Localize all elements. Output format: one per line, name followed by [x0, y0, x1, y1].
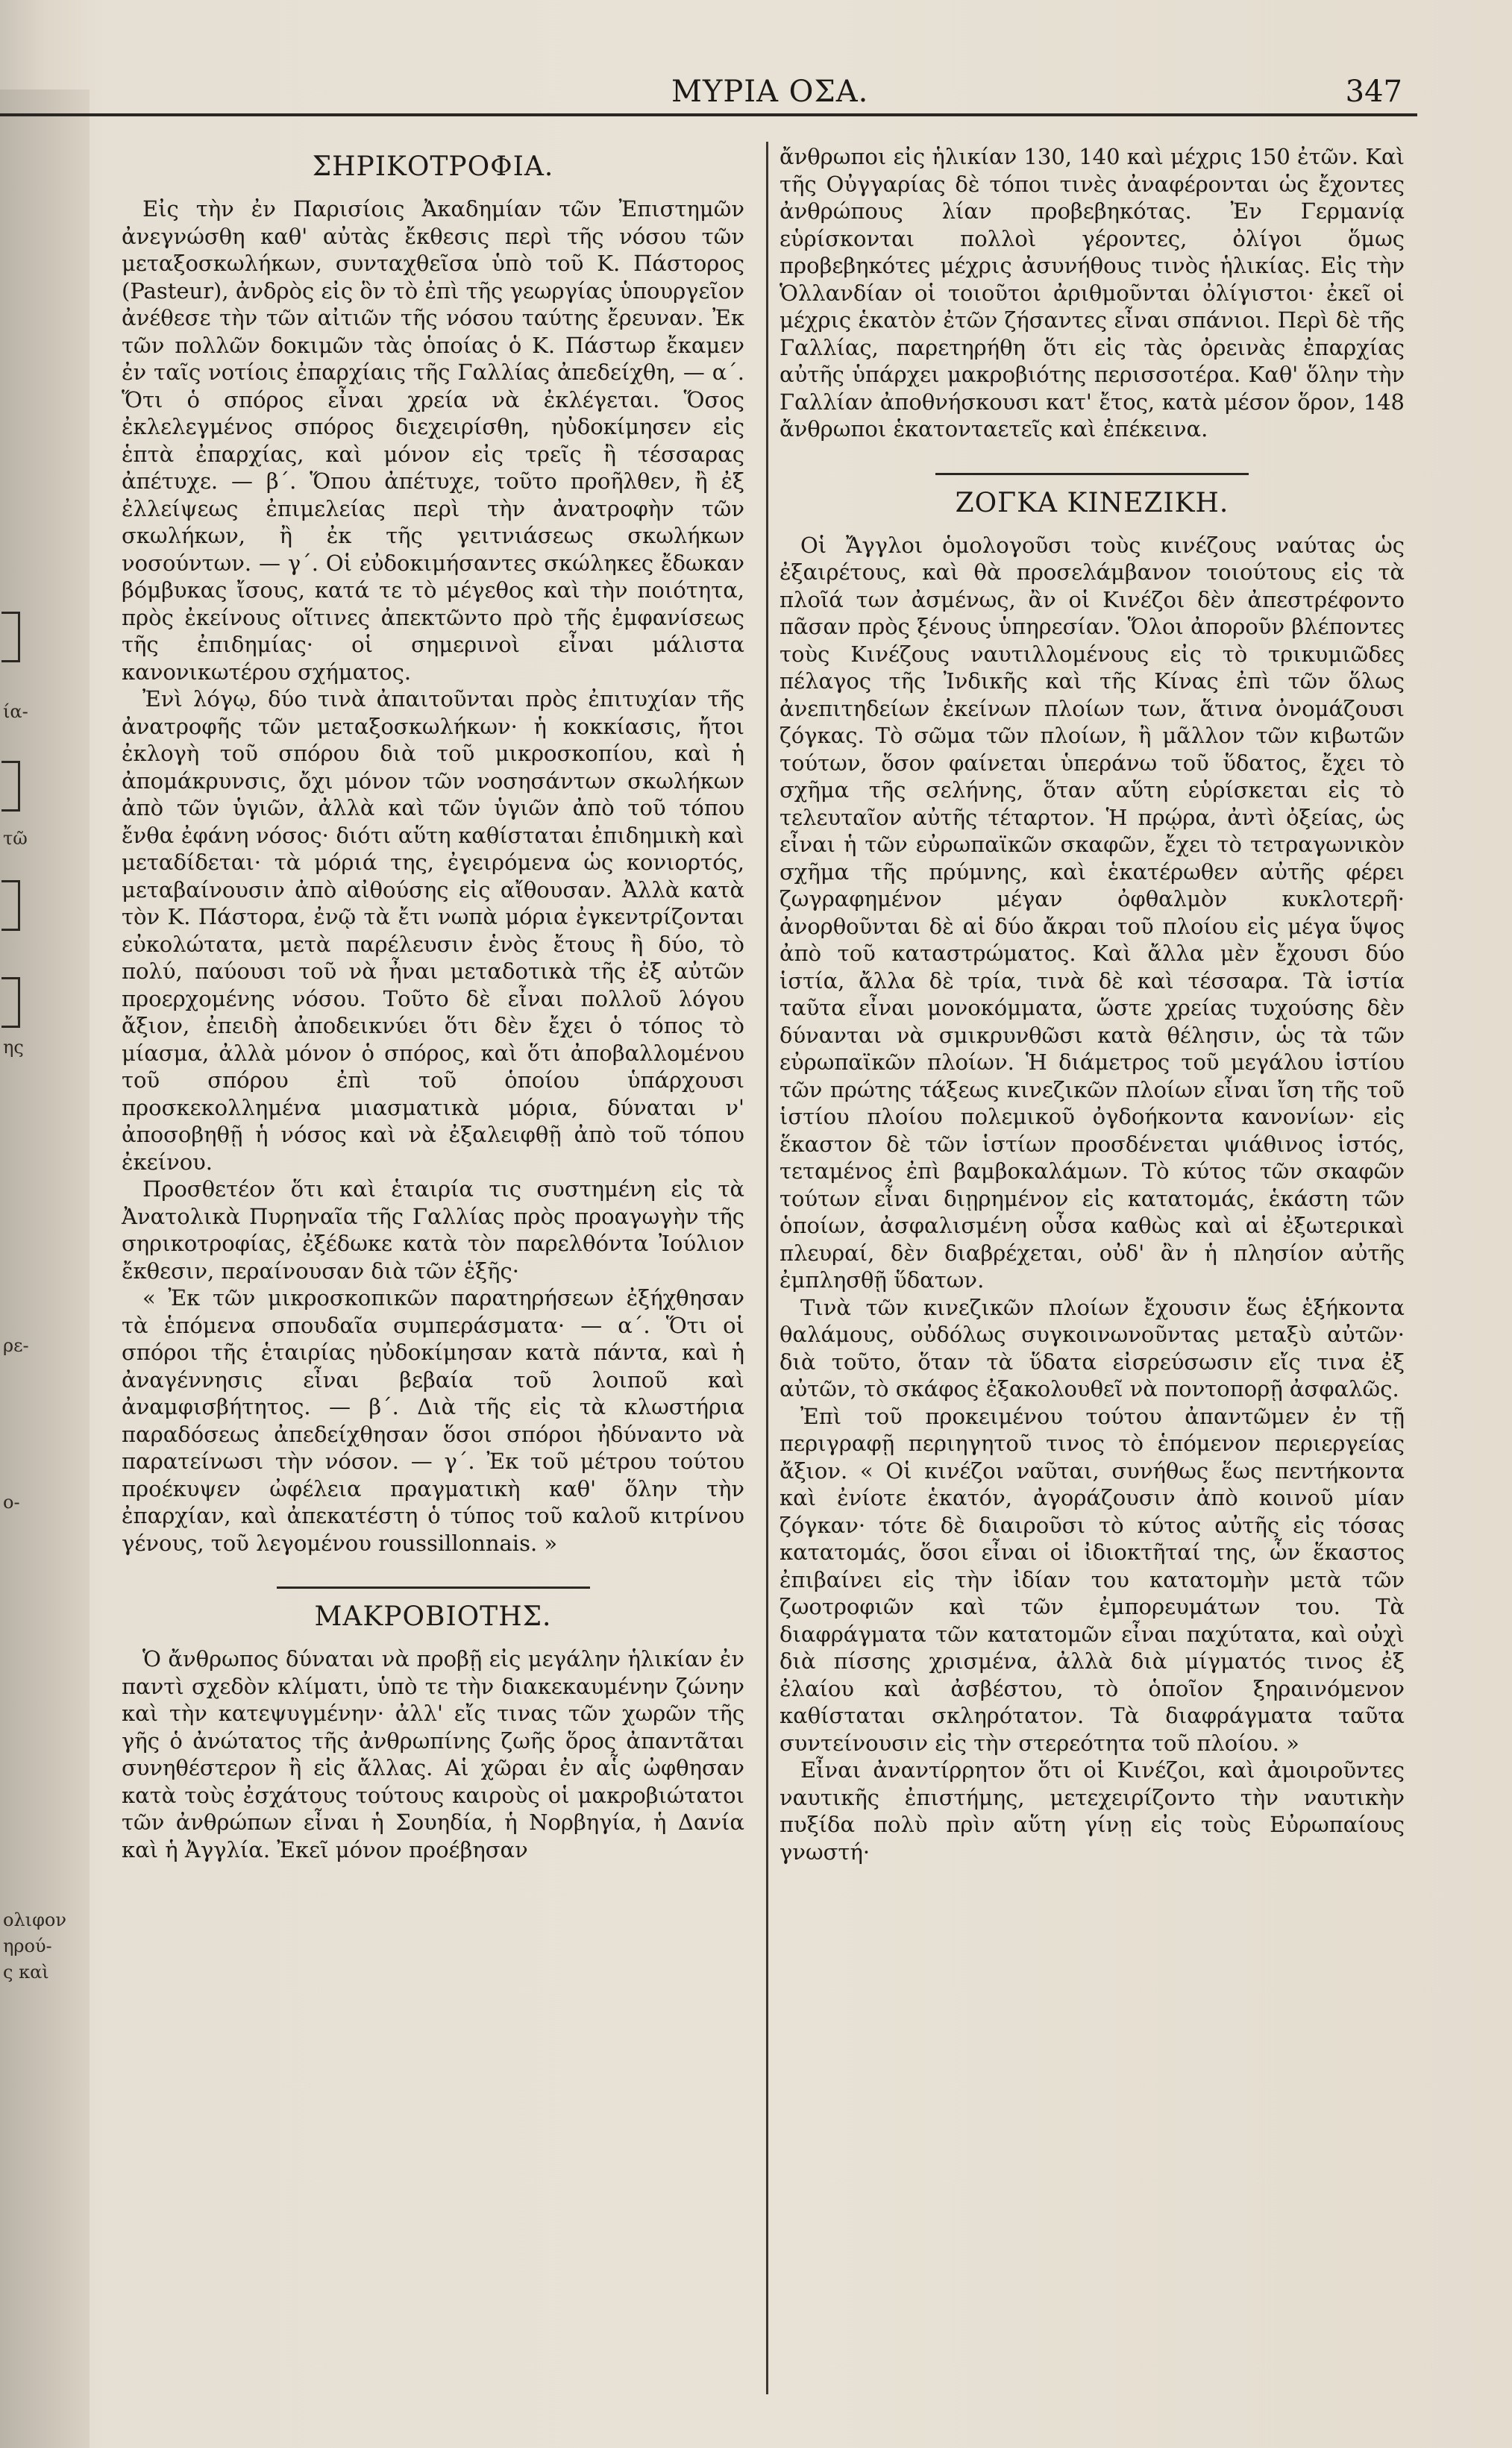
article-paragraph: Ὁ ἄνθρωπος δύναται νὰ προβῇ εἰς μεγάλην ἡλικίαν ἐν παντὶ σχεδὸν κλίματι, ὑπὸ τε τὴν διακεκαυμένην ζώνην καὶ τὴν κατεψυγμένην· ἀλλ' εἴς τινας τῶν χωρῶν τῆς γῆς ὁ ἀνώτατος τῆς ἀνθρωπίνης ζωῆς ὅρος ἀπαντᾶται συνηθέστερον ἢ εἰς ἄλλας. Αἱ χῶραι ἐν αἷς ὠφθησαν κατὰ τοὺς ἐσχάτους τούτους καιροὺς οἱ μακροβιώτατοι τῶν ἀνθρώπων εἶναι ἡ Σουηδία, ἡ Νορβηγία, ἡ Δανία καὶ ἡ Ἀγγλία. Ἐκεῖ μόνον προέβησαν — [122, 1646, 744, 1862]
header-rule — [0, 113, 1417, 116]
column-divider — [766, 142, 768, 2394]
article-paragraph: Προσθετέον ὅτι καὶ ἑταιρία τις συστημένη εἰς τὰ Ἀνατολικὰ Πυρηναῖα τῆς Γαλλίας πρὸς προαγωγὴν τῆς σηρικοτροφίας, ἐξέδωκε κατὰ τὸν παρελθόντα Ἰούλιον ἔκθεσιν, περαίνουσαν διὰ τῶν ἑξῆς· — [122, 1176, 744, 1284]
section-title: ΖΟΓΚΑ ΚΙΝΕΖΙΚΗ. — [955, 487, 1229, 518]
gutter-fragment: ο- — [3, 1492, 20, 1513]
bracket-mark — [1, 612, 20, 662]
article-paragraph: ἄνθρωποι εἰς ἡλικίαν 130, 140 καὶ μέχρις 150 ἐτῶν. Καὶ τῆς Οὐγγαρίας δὲ τόποι τινὲς ἀναφέρονται ὡς ἔχοντες ἀνθρώπους λίαν προβεβηκότας. Ἐν Γερμανίᾳ εὑρίσκονται πολλοὶ γέροντες, ὀλίγοι ὅμως προβεβηκότες μέχρις ἀσυνήθους τινὸς ἡλικίας. Εἰς τὴν Ὁλλανδίαν οἱ τοιοῦτοι ἀριθμοῦνται ὀλίγιστοι· ἐκεῖ οἱ μέχρις ἑκατὸν ἐτῶν ζήσαντες εἶναι σπάνιοι. Περὶ δὲ τῆς Γαλλίας, παρετηρήθη ὅτι εἰς τὰς ὀρεινὰς ἐπαρχίας αὐτῆς ὑπάρχει μακροβιότης περισσοτέρα. Καθ' ὅλην τὴν Γαλλίαν ἀποθνήσκουσι κατ' ἔτος, κατὰ μέσον ὅρον, 148 ἄνθρωποι ἑκατονταετεῖς καὶ ἐπέκεινα. — [779, 144, 1405, 442]
section-title: ΜΑΚΡΟΒΙΟΤΗΣ. — [314, 1601, 552, 1632]
article-paragraph: Ἐπὶ τοῦ προκειμένου τούτου ἀπαντῶμεν ἐν τῇ περιγραφῇ περιηγητοῦ τινος τὸ ἑπόμενον περιεργείας ἄξιον. « Οἱ κινέζοι ναῦται, συνήθως ἕως πεντήκοντα καὶ ἐνίοτε ἑκατόν, ἀγοράζουσιν ἀπὸ κοινοῦ μίαν ζόγκαν· τότε δὲ διαιροῦσι τὸ κύτος αὐτῆς εἰς τόσας κατατομάς, ὅσοι εἶναι οἱ ἰδιοκτῆταί της, ὧν ἕκαστος ἐπιβαίνει εἰς τὴν ἰδίαν του κατατομὴν μετὰ τῶν ζωοτροφιῶν καὶ τῶν ἐμπορευμάτων του. Τὰ διαφράγματα τῶν κατατομῶν εἶναι παχύτατα, καὶ οὐχὶ διὰ πίσσης χρισμένα, ἀλλὰ διὰ μίγματός τινος ἐξ ἐλαίου καὶ ἀσβέστου, τὸ ὁποῖον ξηραινόμενον καθίσταται σκληρότατον. Τὰ διαφράγματα ταῦτα συντείνουσιν εἰς τὴν στερεότητα τοῦ πλοίου. » — [779, 1403, 1405, 1756]
section-title: ΣΗΡΙΚΟΤΡΟΦΙΑ. — [312, 151, 554, 182]
article-paragraph: Τινὰ τῶν κινεζικῶν πλοίων ἔχουσιν ἕως ἑξήκοντα θαλάμους, οὐδόλως συγκοινωνοῦντας μεταξὺ αὐτῶν· διὰ τοῦτο, ὅταν τὰ ὕδατα εἰσρεύσωσιν εἴς τινα ἐξ αὐτῶν, τὸ σκάφος ἐξακολουθεῖ νὰ ποντοπορῇ ἀσφαλῶς. — [779, 1294, 1405, 1402]
article-paragraph: « Ἐκ τῶν μικροσκοπικῶν παρατηρήσεων ἐξήχθησαν τὰ ἑπόμενα σπουδαῖα συμπεράσματα· — α΄. Ὅτι οἱ σπόροι τῆς ἑταιρίας ηὐδοκίμησαν κατὰ πάντα, καὶ ἡ ἀναγέννησις εἶναι βεβαία τοῦ λοιποῦ καὶ ἀναμφισβήτητος. — β΄. Διὰ τῆς εἰς τὰ κλωστήρια παραδόσεως ἀπεδείχθησαν ὅσοι σπόροι ἠδύναντο νὰ παρατείνωσι τὴν νόσον. — γ΄. Ἐκ τοῦ μέτρου τούτου προέκυψεν ὠφέλεια πραγματικὴ καθ' ὅλην τὴν ἐπαρχίαν, καὶ ἀπεκατέστη ὁ τύπος τοῦ καλοῦ κιτρίνου γένους, τοῦ λεγομένου roussillonnais. » — [122, 1285, 744, 1556]
bracket-mark — [1, 880, 20, 931]
article-paragraph: Εἶναι ἀναντίρρητον ὅτι οἱ Κινέζοι, καὶ ἀμοιροῦντες ναυτικῆς ἐπιστήμης, μετεχειρίζοντο τὴν ναυτικὴν πυξίδα πολὺ πρὶν αὕτη γίνῃ εἰς τοὺς Εὐρωπαίους γνωστή· — [779, 1757, 1405, 1865]
right-column — [779, 143, 1405, 1865]
page-number: 347 — [1345, 75, 1402, 109]
gutter-fragment: ολιφον — [3, 1909, 66, 1930]
adjacent-page-edge — [0, 90, 90, 2448]
gutter-fragment: τῶ — [3, 828, 28, 849]
running-title: ΜΥΡΙΑ ΟΣΑ. — [671, 75, 869, 109]
gutter-fragment: ηρού- — [3, 1936, 52, 1956]
gutter-fragment: ς καὶ — [3, 1962, 49, 1983]
bracket-mark — [1, 977, 20, 1028]
left-column — [122, 149, 744, 1863]
gutter-fragment: ία- — [3, 701, 28, 722]
page-header — [112, 75, 1402, 119]
gutter-fragment: ης — [3, 1037, 24, 1058]
article-paragraph: Οἱ Ἄγγλοι ὁμολογοῦσι τοὺς κινέζους ναύτας ὡς ἐξαιρέτους, καὶ θὰ προσελάμβανον τοιούτους εἰς τὰ πλοῖά των ἀσμένως, ἂν οἱ Κινέζοι δὲν ἀπεστρέφοντο πᾶσαν πρὸς ξένους ὑπηρεσίαν. Ὅλοι ἀποροῦν βλέποντες τοὺς Κινέζους ναυτιλλομένους εἰς τὸ τρικυμιῶδες πέλαγος τῆς Ἰνδικῆς καὶ τῆς Κίνας ἐπὶ τῶν ὅλως ἀνεπιτηδείων ἐκείνων πλοίων των, ἅτινα ὀνομάζουσι ζόγκας. Τὸ σῶμα τῶν πλοίων, ἢ μᾶλλον τῶν κιβωτῶν τούτων, ὅσον φαίνεται ὑπεράνω τοῦ ὕδατος, ἔχει τὸ σχῆμα τῆς σελήνης, ὅταν αὕτη εὑρίσκεται εἰς τὸ τελευταῖον αὐτῆς τέταρτον. Ἡ πρῴρα, ἀντὶ ὀξείας, ὡς εἶναι ἡ τῶν εὐρωπαϊκῶν σκαφῶν, ἔχει τὸ τετραγωνικὸν σχῆμα τῆς πρύμνης, καὶ ἑκατέρωθεν αὐτῆς φέρει ζωγραφημένον μέγαν ὀφθαλμὸν κυκλοτερῆ· ἀνορθοῦνται δὲ αἱ δύο ἄκραι τοῦ πλοίου εἰς μέγα ὕψος ἀπὸ τοῦ καταστρώματος. Καὶ ἄλλα μὲν ἔχουσι δύο ἱστία, ἄλλα δὲ τρία, τινὰ δὲ καὶ τέσσαρα. Τὰ ἱστία ταῦτα εἶναι μονοκόμματα, ὥστε χρείας τυχούσης δὲν δύνανται νὰ σμικρυνθῶσι κατὰ θέλησιν, ὡς τὰ τῶν εὐρωπαϊκῶν πλοίων. Ἡ διάμετρος τοῦ μεγάλου ἱστίου τῶν πρώτης τάξεως κινεζικῶν πλοίων εἶναι ἴση τῆς τοῦ ἱστίου πλοίου πολεμικοῦ ὀγδοήκοντα κανονίων· εἰς ἕκαστον δὲ τῶν ἱστίων προσδένεται ψιάθινος ἱστός, τεταμένος ἐπὶ βαμβοκαλάμων. Τὸ κύτος τῶν σκαφῶν τούτων εἶναι διῃρημένον εἰς κατατομάς, ἑκάστη τῶν ὁποίων, ἀσφαλισμένη οὖσα καθὼς καὶ αἱ ἐξωτερικαὶ πλευραί, δὲν διαβρέχεται, οὐδ' ἂν ἡ πλησίον αὐτῆς ἐμπλησθῇ ὕδατων. — [779, 532, 1405, 1293]
gutter-fragment: ρε- — [3, 1335, 29, 1356]
article-paragraph: Εἰς τὴν ἐν Παρισίοις Ἀκαδημίαν τῶν Ἐπιστημῶν ἀνεγνώσθη καθ' αὐτὰς ἔκθεσις περὶ τῆς νόσου τῶν μεταξοσκωλήκων, συνταχθεῖσα ὑπὸ τοῦ Κ. Πάστορος (Pasteur), ἀνδρὸς εἰς ὃν τὸ ἐπὶ τῆς γεωργίας ὑπουργεῖον ἀνέθεσε τὴν τῶν αἰτιῶν τῆς νόσου ταύτης ἔρευναν. Ἐκ τῶν πολλῶν δοκιμῶν τὰς ὁποίας ὁ Κ. Πάστωρ ἔκαμεν ἐν ταῖς νοτίοις ἐπαρχίαις τῆς Γαλλίας ἀπεδείχθη, — α΄. Ὅτι ὁ σπόρος εἶναι χρεία νὰ ἐκλέγεται. Ὅσος ἐκλελεγμένος σπόρος διεχειρίσθη, ηὐδοκίμησεν εἰς ἑπτὰ ἐπαρχίας, καὶ μόνον εἰς τρεῖς ἢ τέσσαρας ἀπέτυχε. — β΄. Ὅπου ἀπέτυχε, τοῦτο προῆλθεν, ἢ ἐξ ἐλλείψεως ἐπιμελείας περὶ τὴν ἀνατροφὴν τῶν σκωλήκων, ἢ ἐκ τῆς γειτνιάσεως σκωλήκων νοσούντων. — γ΄. Οἱ εὐδοκιμήσαντες σκώληκες ἔδωκαν βόμβυκας ἴσους, κατά τε τὸ μέγεθος καὶ τὴν ποιότητα, πρὸς ἐκείνους οἵτινες ἀπεκτῶντο πρὸ τῆς ἐμφανίσεως τῆς ἐπιδημίας· οἱ σημερινοὶ εἶναι μάλιστα κανονικωτέρου σχήματος. — [122, 196, 744, 685]
article-paragraph: Ἐνὶ λόγῳ, δύο τινὰ ἀπαιτοῦνται πρὸς ἐπιτυχίαν τῆς ἀνατροφῆς τῶν μεταξοσκωλήκων· ἡ κοκκίασις, ἤτοι ἐκλογὴ τοῦ σπόρου διὰ τοῦ μικροσκοπίου, καὶ ἡ ἀπομάκρυνσις, ὄχι μόνον τῶν νοσησάντων σκωλήκων ἀπὸ τῶν ὑγιῶν, ἀλλὰ καὶ τῶν ὑγιῶν ἀπὸ τοῦ τόπου ἔνθα ἐφάνη νόσος· διότι αὕτη καθίσταται ἐπιδημικὴ καὶ μεταδίδεται· τὰ μόριά της, ἐγειρόμενα ὡς κονιορτός, μεταβαίνουσιν ἀπὸ αἰθούσης εἰς αἴθουσαν. Ἀλλὰ κατὰ τὸν Κ. Πάστορα, ἐνῷ τὰ ἔτι νωπὰ μόρια ἐγκεντρίζονται εὐκολώτατα, μετὰ παρέλευσιν ἑνὸς ἔτους ἢ δύο, τὸ πολύ, παύουσι τοῦ νὰ ἦναι μεταδοτικὰ τῆς ἐξ αὐτῶν προερχομένης νόσου. Τοῦτο δὲ εἶναι πολλοῦ λόγου ἄξιον, ἐπειδὴ ἀποδεικνύει ὅτι δὲν ἔχει ὁ τόπος τὸ μίασμα, ἀλλὰ μόνον ὁ σπόρος, καὶ ὅτι ἀποβαλλομένου τοῦ σπόρου ἐπὶ τοῦ ὁποίου ὑπάρχουσι προσκεκολλημένα μιασματικὰ μόρια, δύναται ν' ἀποσοβηθῇ ἡ νόσος καὶ νὰ ἐξαλειφθῇ ἀπὸ τοῦ τόπου ἐκείνου. — [122, 686, 744, 1175]
bracket-mark — [1, 761, 20, 812]
